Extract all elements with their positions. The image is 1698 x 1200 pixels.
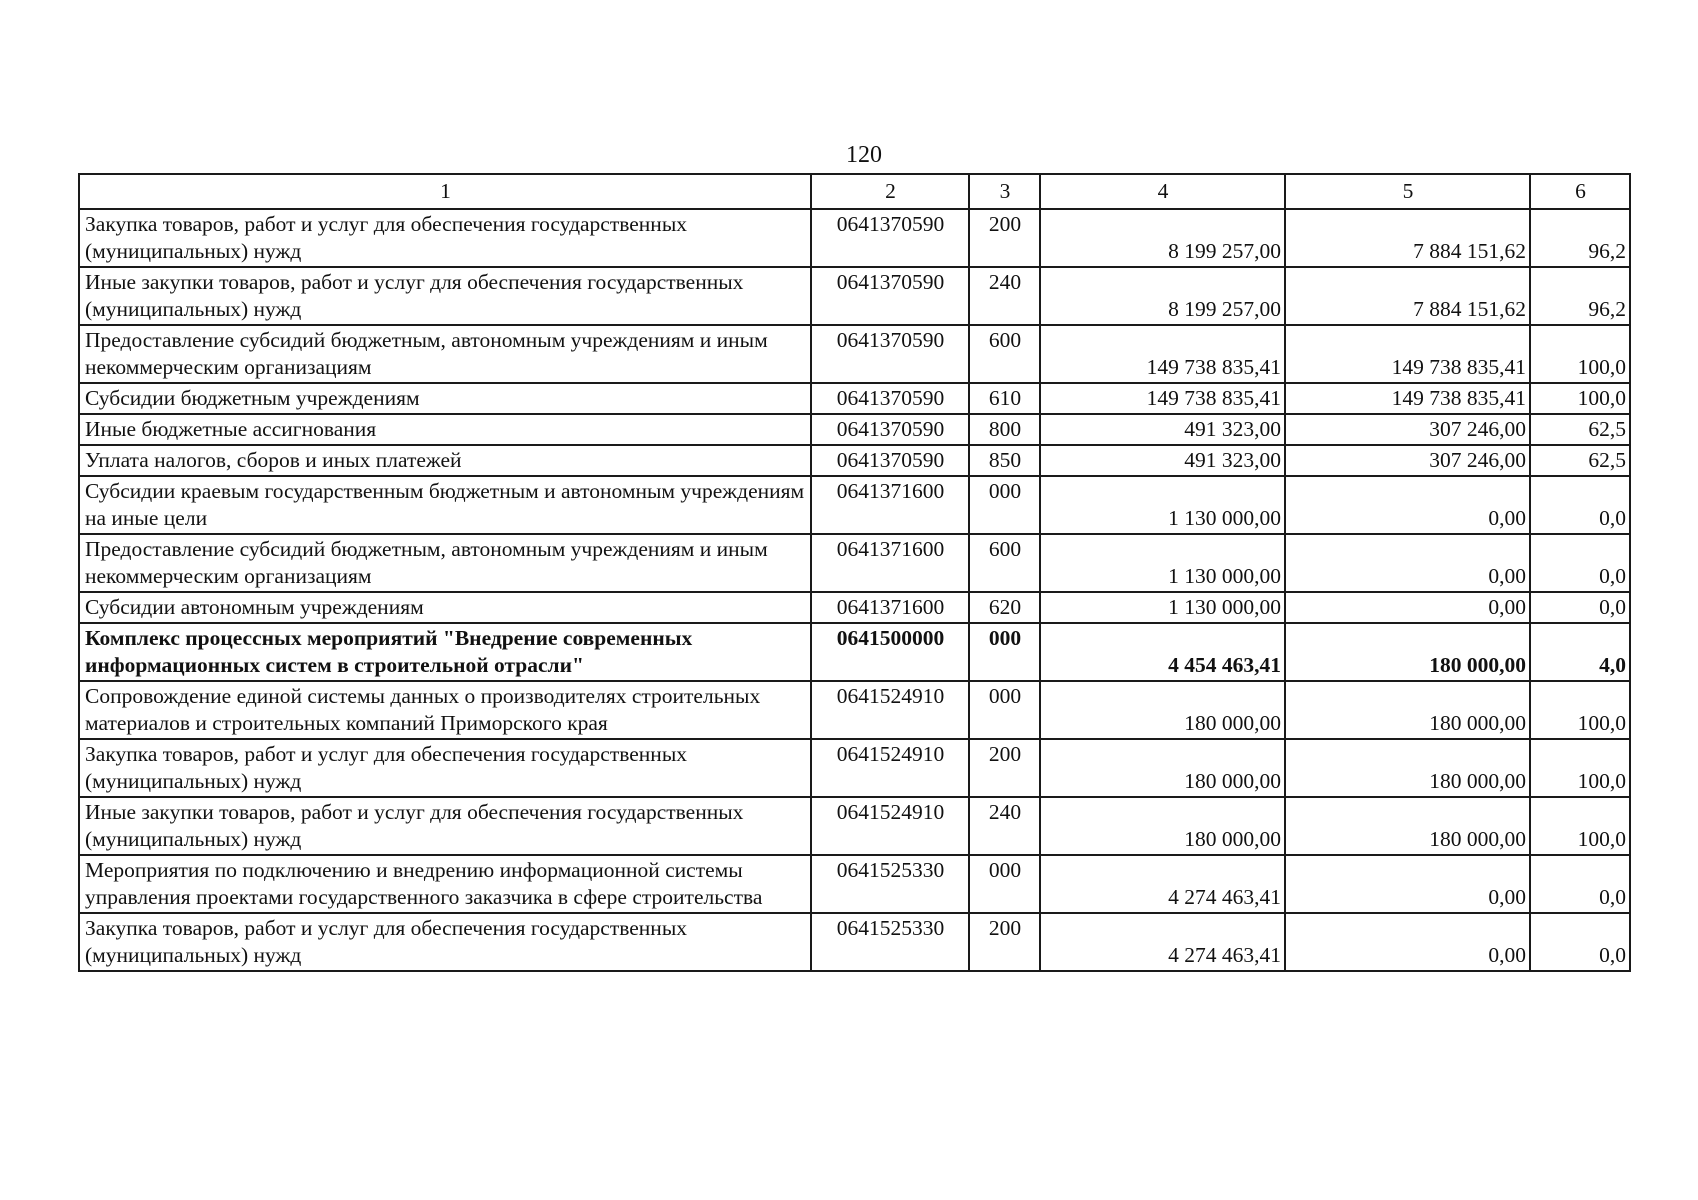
row-planned-amount: 491 323,00: [1040, 445, 1285, 476]
row-planned-amount: 180 000,00: [1040, 739, 1285, 797]
table-row: [79, 855, 1630, 913]
table-row: [79, 739, 1630, 797]
row-execution-percent: 0,0: [1530, 913, 1630, 971]
budget-execution-table: [78, 173, 1631, 972]
table-header-row: [79, 174, 1630, 209]
row-actual-amount: 0,00: [1285, 592, 1530, 623]
table-row: [79, 267, 1630, 325]
row-code: 0641371600: [811, 476, 969, 534]
row-actual-amount: 0,00: [1285, 913, 1530, 971]
row-code: 0641371600: [811, 592, 969, 623]
row-execution-percent: 62,5: [1530, 445, 1630, 476]
row-name: Закупка товаров, работ и услуг для обеспечения государственных (муниципальных) нужд: [79, 209, 811, 267]
row-actual-amount: 180 000,00: [1285, 797, 1530, 855]
row-name: Закупка товаров, работ и услуг для обеспечения государственных (муниципальных) нужд: [79, 739, 811, 797]
row-actual-amount: 180 000,00: [1285, 681, 1530, 739]
table-row: [79, 592, 1630, 623]
row-execution-percent: 0,0: [1530, 534, 1630, 592]
row-code: 0641524910: [811, 739, 969, 797]
row-name: Иные бюджетные ассигнования: [79, 414, 811, 445]
row-expense-type: 000: [969, 623, 1040, 681]
row-actual-amount: 149 738 835,41: [1285, 325, 1530, 383]
row-planned-amount: 1 130 000,00: [1040, 592, 1285, 623]
row-code: 0641371600: [811, 534, 969, 592]
row-actual-amount: 0,00: [1285, 476, 1530, 534]
row-execution-percent: 100,0: [1530, 325, 1630, 383]
row-expense-type: 240: [969, 797, 1040, 855]
row-name: Предоставление субсидий бюджетным, автономным учреждениям и иным некоммерческим организациям: [79, 325, 811, 383]
page-number: 120: [846, 142, 882, 168]
row-execution-percent: 100,0: [1530, 383, 1630, 414]
row-code: 0641370590: [811, 445, 969, 476]
row-execution-percent: 0,0: [1530, 592, 1630, 623]
header-col-5: 5: [1285, 174, 1530, 209]
row-name: Закупка товаров, работ и услуг для обеспечения государственных (муниципальных) нужд: [79, 913, 811, 971]
row-expense-type: 610: [969, 383, 1040, 414]
row-name: Иные закупки товаров, работ и услуг для обеспечения государственных (муниципальных) нужд: [79, 267, 811, 325]
row-code: 0641524910: [811, 797, 969, 855]
row-name: Иные закупки товаров, работ и услуг для обеспечения государственных (муниципальных) нужд: [79, 797, 811, 855]
row-expense-type: 600: [969, 534, 1040, 592]
table-row: [79, 681, 1630, 739]
row-name: Мероприятия по подключению и внедрению информационной системы управления проектами государственного заказчика в сфере строительства: [79, 855, 811, 913]
row-planned-amount: 1 130 000,00: [1040, 534, 1285, 592]
row-actual-amount: 180 000,00: [1285, 623, 1530, 681]
row-actual-amount: 0,00: [1285, 855, 1530, 913]
header-col-6: 6: [1530, 174, 1630, 209]
row-code: 0641370590: [811, 209, 969, 267]
row-actual-amount: 149 738 835,41: [1285, 383, 1530, 414]
row-execution-percent: 0,0: [1530, 476, 1630, 534]
row-planned-amount: 149 738 835,41: [1040, 383, 1285, 414]
table-row: [79, 325, 1630, 383]
row-code: 0641370590: [811, 414, 969, 445]
row-code: 0641370590: [811, 325, 969, 383]
row-code: 0641525330: [811, 913, 969, 971]
header-col-3: 3: [969, 174, 1040, 209]
row-code: 0641500000: [811, 623, 969, 681]
row-expense-type: 620: [969, 592, 1040, 623]
table-row: [79, 623, 1630, 681]
table-row: [79, 209, 1630, 267]
row-actual-amount: 7 884 151,62: [1285, 209, 1530, 267]
row-expense-type: 200: [969, 913, 1040, 971]
row-planned-amount: 4 454 463,41: [1040, 623, 1285, 681]
row-planned-amount: 149 738 835,41: [1040, 325, 1285, 383]
row-name: Предоставление субсидий бюджетным, автономным учреждениям и иным некоммерческим организациям: [79, 534, 811, 592]
row-planned-amount: 8 199 257,00: [1040, 209, 1285, 267]
header-col-4: 4: [1040, 174, 1285, 209]
header-col-1: 1: [79, 174, 811, 209]
row-actual-amount: 180 000,00: [1285, 739, 1530, 797]
row-expense-type: 000: [969, 855, 1040, 913]
row-actual-amount: 7 884 151,62: [1285, 267, 1530, 325]
row-execution-percent: 96,2: [1530, 267, 1630, 325]
row-name: Субсидии автономным учреждениям: [79, 592, 811, 623]
row-planned-amount: 180 000,00: [1040, 681, 1285, 739]
row-code: 0641370590: [811, 383, 969, 414]
row-execution-percent: 96,2: [1530, 209, 1630, 267]
row-planned-amount: 8 199 257,00: [1040, 267, 1285, 325]
row-code: 0641370590: [811, 267, 969, 325]
table-row: [79, 476, 1630, 534]
row-expense-type: 000: [969, 476, 1040, 534]
row-execution-percent: 100,0: [1530, 797, 1630, 855]
table-row: [79, 445, 1630, 476]
row-planned-amount: 1 130 000,00: [1040, 476, 1285, 534]
row-name: Субсидии бюджетным учреждениям: [79, 383, 811, 414]
row-code: 0641525330: [811, 855, 969, 913]
row-planned-amount: 491 323,00: [1040, 414, 1285, 445]
table-row: [79, 383, 1630, 414]
row-actual-amount: 307 246,00: [1285, 414, 1530, 445]
row-name: Субсидии краевым государственным бюджетным и автономным учреждениям на иные цели: [79, 476, 811, 534]
row-expense-type: 000: [969, 681, 1040, 739]
table-row: [79, 534, 1630, 592]
table-row: [79, 797, 1630, 855]
row-execution-percent: 100,0: [1530, 739, 1630, 797]
row-expense-type: 200: [969, 739, 1040, 797]
row-planned-amount: 180 000,00: [1040, 797, 1285, 855]
row-name: Сопровождение единой системы данных о производителях строительных материалов и строительных компаний Приморского края: [79, 681, 811, 739]
row-expense-type: 600: [969, 325, 1040, 383]
row-planned-amount: 4 274 463,41: [1040, 913, 1285, 971]
table-row: [79, 913, 1630, 971]
header-col-2: 2: [811, 174, 969, 209]
row-expense-type: 200: [969, 209, 1040, 267]
row-name: Комплекс процессных мероприятий "Внедрение современных информационных систем в строительной отрасли": [79, 623, 811, 681]
row-code: 0641524910: [811, 681, 969, 739]
row-expense-type: 800: [969, 414, 1040, 445]
row-execution-percent: 100,0: [1530, 681, 1630, 739]
row-expense-type: 850: [969, 445, 1040, 476]
row-expense-type: 240: [969, 267, 1040, 325]
row-execution-percent: 62,5: [1530, 414, 1630, 445]
table-row: [79, 414, 1630, 445]
row-name: Уплата налогов, сборов и иных платежей: [79, 445, 811, 476]
row-planned-amount: 4 274 463,41: [1040, 855, 1285, 913]
row-execution-percent: 4,0: [1530, 623, 1630, 681]
row-actual-amount: 0,00: [1285, 534, 1530, 592]
row-execution-percent: 0,0: [1530, 855, 1630, 913]
row-actual-amount: 307 246,00: [1285, 445, 1530, 476]
